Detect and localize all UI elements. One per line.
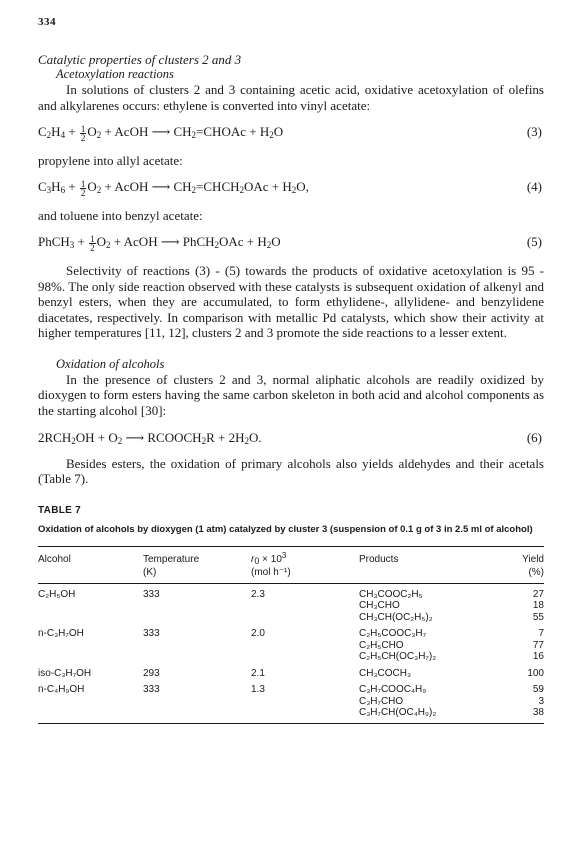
cell-rate: 2.1	[251, 667, 265, 679]
product: CH₃COOC₂H₅	[359, 588, 423, 600]
paragraph-acetoxylation-intro: In solutions of clusters 2 and 3 containing acetic acid, oxidative acetoxylation of olefins and alkylarenes occurs: ethylene is converted into vinyl acetate:	[38, 82, 544, 113]
product: C₃H₇CH(OC₄H₉)₂	[359, 707, 437, 719]
table-row	[38, 623, 544, 663]
product: C₃H₇COOC₄H₉	[359, 684, 427, 696]
cell-alcohol: n-C₃H₇OH	[38, 628, 84, 640]
yield: 100	[527, 667, 544, 679]
cell-products	[359, 623, 489, 663]
equation-4	[38, 179, 544, 197]
cell-temperature: 293	[143, 667, 160, 679]
equation-5-body: PhCH$_3$ + $\frac{1}{2}$ $O_2$ + AcOH ⟶ PhCH$_2$OAc + $H_2O$	[38, 233, 281, 253]
paragraph-esters: Besides esters, the oxidation of primary alcohols also yields aldehydes and their acetals (Table 7).	[38, 455, 544, 487]
equation-3	[38, 124, 544, 142]
cell-alcohol: n-C₄H₉OH	[38, 684, 85, 696]
paragraph-alcohols-intro: In the presence of clusters 2 and 3, normal aliphatic alcohols are readily oxidized by dioxygen to form esters having the same carbon skeleton in both acid and alcohol components as the starting alcohol [30]:	[38, 371, 544, 419]
yield: 16	[532, 651, 544, 663]
cell-products	[359, 663, 489, 680]
cell-rate: 1.3	[251, 684, 265, 696]
equation-5	[38, 234, 544, 252]
cell-alcohol: iso-C₃H₇OH	[38, 667, 92, 679]
page	[38, 16, 544, 724]
equation-4-number: (4)	[526, 179, 542, 195]
yield: 3	[538, 695, 544, 707]
equation-6-body: $2RCH_2OH + O_2$ ⟶ $RCOOCH_2R + 2H_2O$.	[38, 429, 262, 446]
yield: 38	[532, 707, 544, 719]
cell-rate: 2.0	[251, 628, 265, 640]
equation-6	[38, 430, 544, 445]
cell-alcohol: C₂H₅OH	[38, 588, 76, 600]
header-temperature: Temperature (K)	[143, 553, 200, 578]
equation-3-number: (3)	[526, 124, 542, 140]
table-header-row	[38, 546, 544, 583]
cell-yields	[489, 583, 544, 623]
yield: 59	[532, 684, 544, 696]
cell-temperature: 333	[143, 628, 160, 640]
product: C₂H₅CH(OC₃H₇)₂	[359, 651, 437, 663]
header-rate: $r_0 \times 10^3$ (mol h⁻¹)	[251, 550, 291, 578]
equation-3-body: $C_2H_4$ + $\frac{1}{2}$ $O_2$ + AcOH ⟶ $CH_2=CHOAc + H_2O$	[38, 123, 284, 143]
page-number: 334	[38, 16, 56, 28]
section-title: Catalytic properties of clusters 2 and 3	[38, 52, 242, 67]
yield: 55	[532, 611, 544, 623]
paragraph-toluene: and toluene into benzyl acetate:	[38, 207, 203, 223]
cell-products	[359, 679, 489, 723]
cell-products	[359, 583, 489, 623]
cell-rate: 2.3	[251, 588, 265, 600]
table-7	[38, 546, 544, 724]
table-label: TABLE 7	[38, 504, 82, 516]
yield: 27	[532, 588, 544, 600]
yield: 77	[532, 639, 544, 651]
table-row	[38, 679, 544, 723]
equation-4-body: $C_3H_6$ + $\frac{1}{2}$ $O_2$ + AcOH ⟶ $CH_2=CHCH_2OAc + H_2O$,	[38, 178, 309, 198]
yield: 7	[538, 628, 544, 640]
cell-yields	[489, 679, 544, 723]
product: C₃H₇CHO	[359, 695, 404, 707]
product: C₂H₅COOC₃H₇	[359, 628, 427, 640]
table-caption: Oxidation of alcohols by dioxygen (1 atm) catalyzed by cluster 3 (suspension of 0.1 g of 3 in 2.5 ml of alcohol)	[38, 523, 533, 535]
product: CH₃CHO	[359, 600, 400, 612]
subsection-title-acetoxylation: Acetoxylation reactions	[56, 67, 174, 81]
cell-yields	[489, 663, 544, 680]
subsection-title-alcohols: Oxidation of alcohols	[56, 356, 165, 371]
paragraph-selectivity: Selectivity of reactions (3) - (5) towards the products of oxidative acetoxylation is 95 - 98%. The only side reaction observed with these catalysts is subsequent oxidation of alkenyl and benzyl esters, when they are accumulated, to form ethylidene-, allylidene- and benzylidene diacetates, respectively. In comparison with metallic Pd catalysts, which show their activity at higher temperatures [11, 12], clusters 2 and 3 promote the side reactions to a lesser extent.	[38, 262, 544, 341]
header-yield: Yield (%)	[522, 553, 544, 578]
paragraph-propylene: propylene into allyl acetate:	[38, 152, 183, 168]
header-alcohol: Alcohol	[38, 553, 71, 565]
product: C₂H₅CHO	[359, 639, 404, 651]
cell-yields	[489, 623, 544, 663]
yield: 18	[532, 600, 544, 612]
product: CH₃COCH₃	[359, 667, 412, 679]
equation-5-number: (5)	[526, 234, 542, 250]
equation-6-number: (6)	[526, 429, 542, 445]
table-row	[38, 663, 544, 680]
header-products: Products	[359, 553, 399, 565]
table-row	[38, 583, 544, 623]
product: CH₃CH(OC₂H₅)₂	[359, 611, 433, 623]
cell-temperature: 333	[143, 588, 160, 600]
cell-temperature: 333	[143, 684, 160, 696]
